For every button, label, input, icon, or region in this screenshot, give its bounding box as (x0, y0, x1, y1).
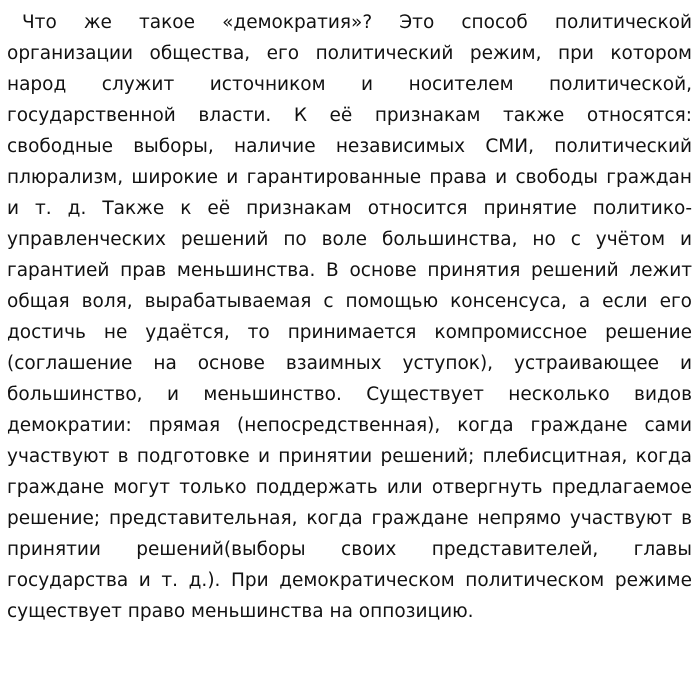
body-paragraph: Что же такое «демократия»? Это способ политической организации общества, его политический режим, при котором народ служит источником и носителем политической, государственной власти. К её признакам также относятся: свободные выборы, наличие независимых СМИ, политический плюрализм, широкие и гарантированные права и свободы граждан и т. д. Также к её признакам относится принятие политико-управленческих решений по воле большинства, но с учётом и гарантией прав меньшинства. В основе принятия решений лежит общая воля, вырабатываемая с помощью консенсуса, а если его достичь не удаётся, то принимается компромиссное решение (соглашение на основе взаимных уступок), устраивающее и большинство, и меньшинство. Существует несколько видов демократии: прямая (непосредственная), когда граждане сами участвуют в подготовке и принятии решений; плебисцитная, когда граждане могут только поддержать или отвергнуть предлагаемое решение; представительная, когда граждане непрямо участвуют в принятии решений(выборы своих представителей, главы государства и т. д.). При демократическом политическом режиме существует право меньшинства на оппозицию. (7, 12, 692, 622)
